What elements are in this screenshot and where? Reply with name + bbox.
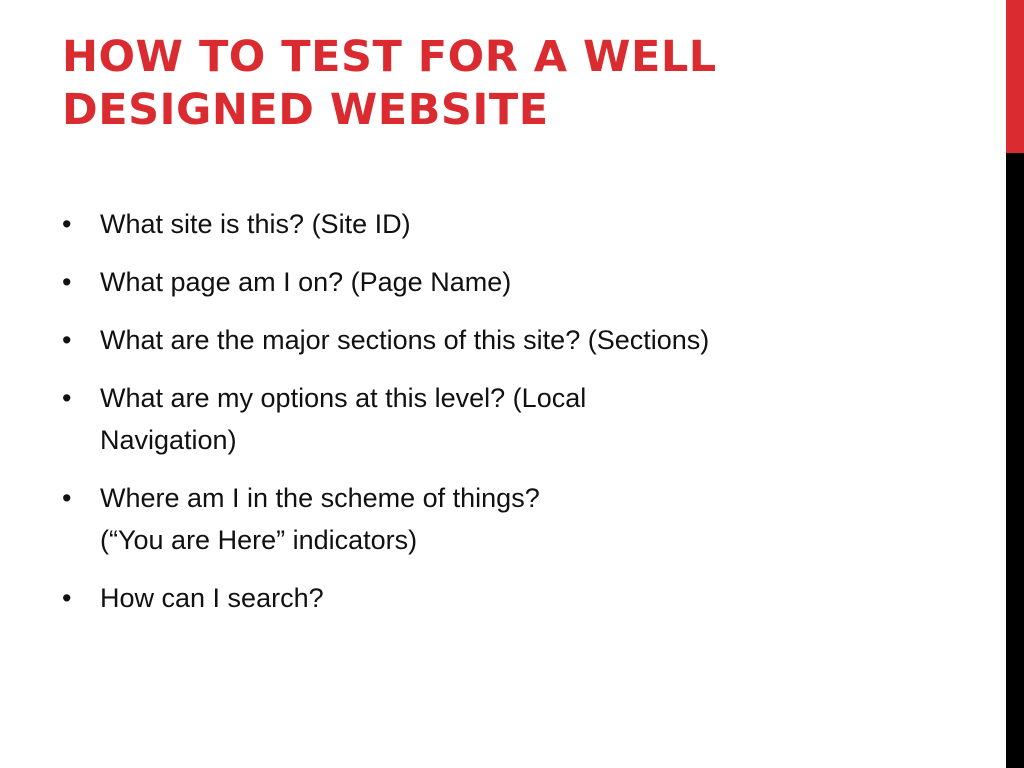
bullet-text-continued: (“You are Here” indicators) [100, 525, 418, 555]
bullet-text: What page am I on? (Page Name) [100, 267, 512, 297]
slide-title [62, 31, 962, 137]
accent-bar-red [1006, 0, 1024, 153]
bullet-text: How can I search? [100, 583, 324, 613]
bullet-icon: • [62, 325, 72, 355]
bullet-icon: • [62, 383, 72, 413]
title-line-1: HOW TO TEST FOR A WELL [62, 32, 717, 82]
bullet-item [62, 477, 922, 561]
bullet-item [62, 261, 922, 303]
bullet-icon: • [62, 267, 72, 297]
bullet-icon: • [62, 583, 72, 613]
bullet-text: What are my options at this level? (Local [100, 383, 587, 413]
bullet-item [62, 377, 922, 461]
accent-bar-black [1006, 153, 1024, 768]
bullet-icon: • [62, 209, 72, 239]
bullet-icon: • [62, 483, 72, 513]
bullet-item [62, 319, 922, 361]
title-line-2: DESIGNED WEBSITE [62, 85, 549, 135]
bullet-item [62, 577, 922, 619]
bullet-text: Where am I in the scheme of things? [100, 483, 540, 513]
bullet-text: What site is this? (Site ID) [100, 209, 411, 239]
bullet-list [62, 203, 922, 635]
bullet-item [62, 203, 922, 245]
bullet-text: What are the major sections of this site? (Sections) [100, 325, 710, 355]
bullet-text-continued: Navigation) [100, 425, 237, 455]
